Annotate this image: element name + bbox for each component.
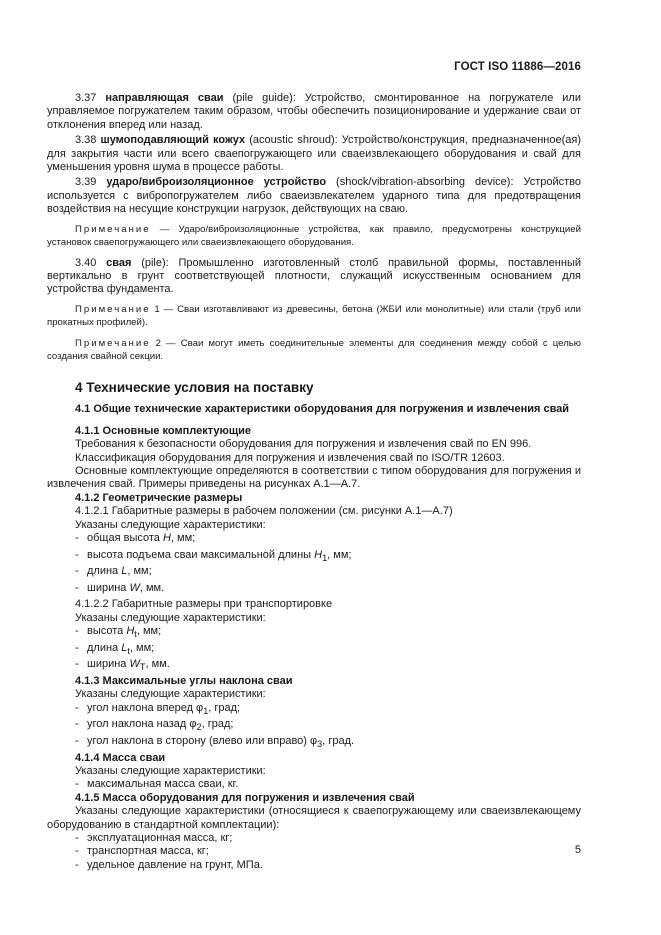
list-item: - угол наклона вперед $\varphi_1$, град; (75, 701, 241, 716)
page-content (47, 92, 581, 872)
list-item: - длина $L_t$, мм; (75, 641, 155, 656)
subsection-4-1-2-1: 4.1.2.1 Габаритные размеры в рабочем положении (см. рисунки А.1—А.7) (75, 505, 453, 518)
def-text: (acoustic shroud): Устройство/конструкция, предназначенное(ая) для закрытия части или всего сваепогружающего или сваеизвлекающего оборудования и свай для уменьшения уровня шума в процессе работы. (47, 134, 581, 174)
def-text: (pile): Промышленно изготовленный столб правильной формы, поставленный вертикально в грунт соответствующей плотности, служащий искусственным основанием для устройства фундамента. (47, 256, 581, 296)
list-item: - удельное давление на грунт, МПа. (75, 858, 263, 871)
given-characteristics-label: Указаны следующие характеристики: (75, 764, 266, 777)
main-components-paragraph: Основные комплектующие определяются в соответствии с типом оборудования для погружения и извлечения свай. Примеры приведены на рисунках А.1—А.7. (47, 464, 581, 491)
def-number: 3.38 (75, 134, 97, 147)
note-text: — Ударо/виброизоляционные устройства, как правило, предусмотрены конструкцией установок сваепогружающего или сваеизвлекающего оборудования. (47, 223, 581, 248)
section-4-1-1-heading: 4.1.1 Основные комплектующие (75, 424, 252, 437)
def-number: 3.39 (75, 176, 97, 189)
def-number: 3.37 (75, 92, 97, 104)
text-line: Классификация оборудования для погружения и извлечения свай по ISO/TR 12603. (75, 451, 505, 464)
note-pile-materials (47, 303, 581, 329)
list-item: - эксплуатационная масса, кг; (75, 831, 233, 844)
section-4-1-5-heading: 4.1.5 Масса оборудования для погружения и извлечения свай (75, 791, 415, 804)
note-pile-joints (47, 337, 581, 363)
section-4-1-4-heading: 4.1.4 Масса сваи (75, 751, 166, 764)
list-item: - высота подъема сваи максимальной длины $H_1$, мм; (75, 548, 352, 563)
definition-3-38 (47, 134, 581, 174)
note-label: Примечание (75, 223, 151, 235)
list-item: - ширина W, мм. (75, 581, 165, 594)
list-item: - общая высота H, мм; (75, 531, 196, 544)
given-characteristics-label: Указаны следующие характеристики: (75, 688, 266, 701)
note-text: 1 — Сваи изготавливают из древесины, бетона (ЖБИ или монолитные) или стали (труб или прокатных профилей). (47, 303, 581, 328)
subsection-4-1-2-2: 4.1.2.2 Габаритные размеры при транспортировке (75, 598, 333, 611)
section-4-1-heading: 4.1 Общие технические характеристики оборудования для погружения и извлечения свай (75, 403, 570, 416)
definition-3-39 (47, 176, 581, 216)
note-label: Примечание (75, 337, 151, 349)
section-4-1-3-heading: 4.1.3 Максимальные углы наклона сваи (75, 674, 293, 687)
text-line: Требования к безопасности оборудования для погружения и извлечения свай по EN 996. (75, 438, 532, 451)
section-4-heading: 4 Технические условия на поставку (75, 379, 314, 395)
list-item: - ширина $W_T$, мм. (75, 658, 170, 673)
definition-3-37 (47, 92, 581, 132)
list-item: - угол наклона назад $\varphi_2$, град; (75, 718, 234, 733)
list-item: - высота $H_t$, мм; (75, 625, 162, 640)
def-text: (pile guide): Устройство, смонтированное на погружателе или управляемое погружателем таким образом, чтобы обеспечить позиционирование и удержание сваи от отклонения вперед или назад. (47, 92, 581, 131)
equipment-mass-paragraph: Указаны следующие характеристики (относящиеся к сваепогружающему или сваеизвлекающему оборудованию в стандартной комплектации): (47, 805, 581, 831)
def-term: шумоподавляющий кожух (100, 134, 246, 147)
section-4-1-2-heading: 4.1.2 Геометрические размеры (75, 491, 243, 504)
note-label: Примечание (75, 303, 151, 315)
standard-header: ГОСТ ISO 11886—2016 (454, 61, 581, 73)
list-item: - длина L, мм; (75, 565, 152, 578)
list-item: - угол наклона в сторону (влево или вправо) $\varphi_3$, град. (75, 734, 355, 750)
definition-3-40 (47, 257, 581, 297)
given-characteristics-label: Указаны следующие характеристики: (75, 518, 266, 531)
given-characteristics-label: Указаны следующие характеристики: (75, 611, 266, 624)
note-text: 2 — Сваи могут иметь соединительные элементы для соединения между собой с целью создания свайной секции. (47, 337, 581, 362)
page-number: 5 (574, 844, 581, 856)
list-item: - максимальная масса сваи, кг. (75, 778, 239, 791)
def-term: направляющая сваи (105, 92, 224, 104)
def-number: 3.40 (75, 256, 97, 269)
def-term: ударо/виброизоляционное устройство (106, 176, 327, 189)
list-item: - транспортная масса, кг; (75, 845, 209, 858)
note-shock-devices (47, 223, 581, 249)
def-term: свая (106, 256, 132, 269)
def-text: (shock/vibration-absorbing device): Устройство используется с вибропогружателем либо сваеизвлекателем ударного типа для предотвращения воздействия на несущие конструкции нагрузок, действующих на сваю. (47, 176, 581, 216)
